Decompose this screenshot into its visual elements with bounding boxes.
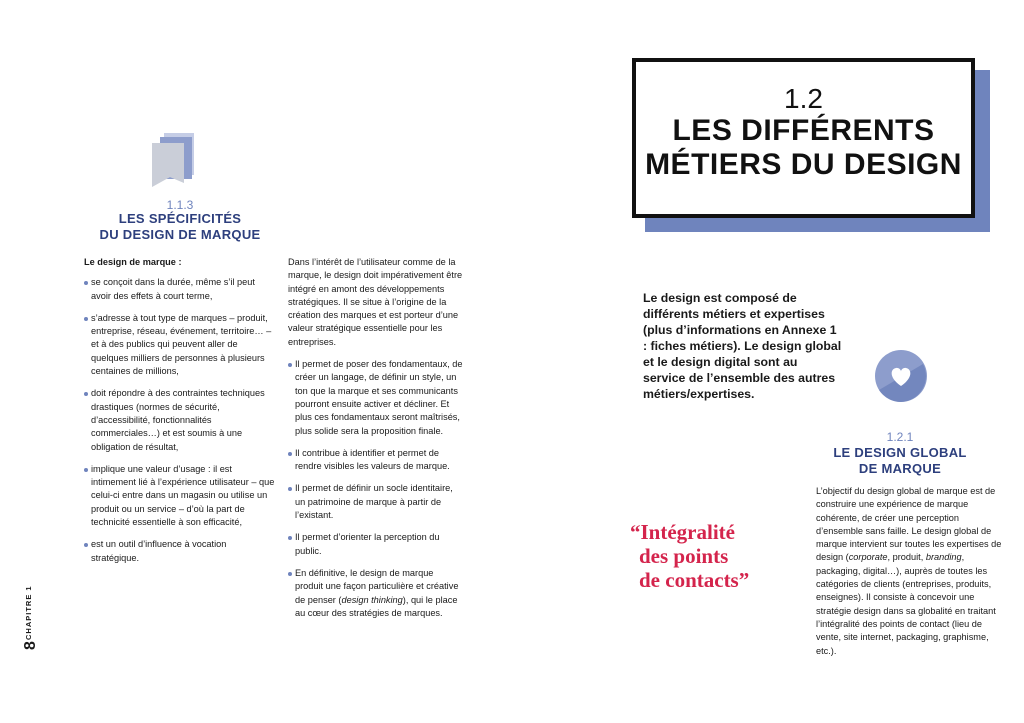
pull-quote-line-2: des points: [639, 544, 729, 568]
list-item: Il permet de poser des fondamentaux, de créer un langage, de définir un style, un ton que la marque et ses communicants pourront ensuite activer et décliner. Et plus ces fondamentaux seront maîtrisés, plus solide sera la proposition finale.: [288, 358, 464, 438]
emphasis: corporate: [848, 552, 888, 563]
book-icon: [150, 133, 194, 189]
list-item: Il permet d’orienter la perception du public.: [288, 531, 464, 558]
list-item: Il permet de définir un socle identitaire, un patrimoine de marque à partir de l’existant.: [288, 482, 464, 522]
text-fragment: En définitive, le design de marque produit une façon particulière et créative de penser (: [295, 567, 459, 605]
section-number: 1.1.3: [166, 198, 194, 212]
list-item: Il contribue à identifier et permet de rendre visibles les valeurs de marque.: [288, 447, 464, 474]
section-title-2: [805, 445, 995, 477]
text-fragment: , packaging, digital…), auprès de toutes les catégories de clients (entreprises, produits, enseignes). Il consiste à concevoir une stratégie design dans sa globalité en traitant l’intégralité des points de contact (lieu de vente, site internet, packaging, graphisme, etc.).: [816, 552, 996, 656]
emphasis: design thinking: [341, 594, 403, 605]
heart-icon: [875, 350, 927, 402]
list-item: est un outil d’influence à vocation stratégique.: [84, 538, 276, 565]
chapter-label: CHAPITRE 1: [24, 585, 33, 640]
intro-text: Le design de marque :: [84, 257, 182, 267]
text-fragment: L’objectif du design global de marque est de construire une expérience de marque cohérente, de créer une perception d’ensemble sans faille. Le design global de marque intervient sur toutes les expertises de design (: [816, 486, 1002, 563]
page-margin-label: [20, 585, 44, 670]
bullet-list: [84, 276, 276, 565]
chapter-title-line-1: LES DIFFÉRENTS: [672, 114, 935, 147]
text-column-1: [84, 256, 276, 574]
section-body-text: [816, 485, 1002, 658]
section-title-2-line-2: DE MARQUE: [858, 461, 942, 476]
pull-quote-line-1: “Intégralité: [630, 520, 735, 544]
list-item: doit répondre à des contraintes techniques drastiques (normes de sécurité, d’accessibilité, fonctionnalités commerciales…) et est soumis à une obligation de résultat,: [84, 387, 276, 453]
section-title: [70, 211, 290, 243]
list-item: s’adresse à tout type de marques – produit, entreprise, réseau, événement, territoire… – et à des publics qui peuvent aller de quelques milliers de personnes à plusieurs centaines de millions,: [84, 312, 276, 378]
list-item: implique une valeur d’usage : il est intimement lié à l’expérience utilisateur – que celui-ci entre dans un magasin ou utilise un produit ou un service – d’où la part de technicité essentielle à son efficacité,: [84, 463, 276, 529]
list-item: [288, 567, 464, 620]
pull-quote-line-3: de contacts”: [639, 568, 750, 592]
bullet-list-2: [288, 358, 464, 620]
chapter-title-box: [632, 58, 975, 218]
page-number: 8: [22, 641, 39, 650]
chapter-title-number: 1.2: [784, 83, 823, 114]
chapter-title-line-2: MÉTIERS DU DESIGN: [645, 148, 962, 181]
list-item: se conçoit dans la durée, même s’il peut avoir des effets à court terme,: [84, 276, 276, 303]
lead-paragraph: Le design est composé de différents métiers et expertises (plus d’informations en Annexe 1 : fiches métiers). Le design global et le design digital sont au service de l’ensemble des autres métiers/expertises.: [643, 291, 842, 401]
section-title-line-1: LES SPÉCIFICITÉS: [118, 211, 242, 226]
text-fragment: , produit,: [887, 552, 926, 563]
paragraph: Dans l’intérêt de l’utilisateur comme de la marque, le design doit impérativement être intégré en amont des développements stratégiques. Il se situe à l’origine de la création des marques et est porteur d’une valeur stratégique essentielle pour les entreprises.: [288, 257, 463, 347]
text-fragment: ), qui le place au cœur des stratégies de marques.: [295, 594, 458, 618]
text-column-2: [288, 256, 464, 629]
section-title-2-line-1: LE DESIGN GLOBAL: [833, 445, 967, 460]
emphasis: branding: [925, 552, 962, 563]
pull-quote: [630, 520, 780, 592]
section-number-2: 1.2.1: [886, 430, 914, 444]
section-title-line-2: DU DESIGN DE MARQUE: [99, 227, 261, 242]
